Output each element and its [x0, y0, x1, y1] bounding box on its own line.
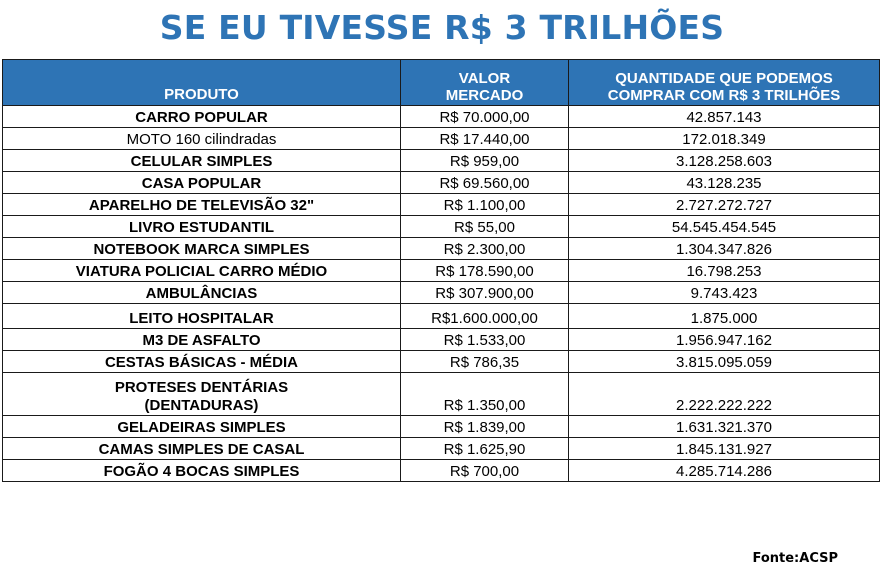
- cell-produto: LEITO HOSPITALAR: [3, 304, 401, 329]
- cell-produto: VIATURA POLICIAL CARRO MÉDIO: [3, 260, 401, 282]
- table-row: [3, 329, 880, 351]
- table-row: [3, 416, 880, 438]
- table-row: [3, 216, 880, 238]
- cell-valor: R$ 959,00: [401, 150, 569, 172]
- cell-produto: CAMAS SIMPLES DE CASAL: [3, 438, 401, 460]
- cell-quantidade: 1.304.347.826: [569, 238, 880, 260]
- cell-produto-line2: (DENTADURAS): [144, 397, 259, 414]
- column-header-produto: PRODUTO: [3, 60, 401, 106]
- cell-quantidade: 172.018.349: [569, 128, 880, 150]
- cell-valor: R$ 307.900,00: [401, 282, 569, 304]
- table-row: [3, 438, 880, 460]
- cell-valor: R$ 1.350,00: [401, 373, 569, 416]
- cell-produto: GELADEIRAS SIMPLES: [3, 416, 401, 438]
- table-row: [3, 304, 880, 329]
- cell-quantidade: 2.727.272.727: [569, 194, 880, 216]
- cell-quantidade: 9.743.423: [569, 282, 880, 304]
- column-header-quantidade-line1: QUANTIDADE QUE PODEMOS: [615, 70, 833, 87]
- cell-valor: R$ 700,00: [401, 460, 569, 482]
- cell-quantidade: 2.222.222.222: [569, 373, 880, 416]
- cell-produto: [3, 373, 401, 416]
- table-row: [3, 106, 880, 128]
- cell-produto-line1: PROTESES DENTÁRIAS: [114, 379, 289, 396]
- cell-valor: R$ 178.590,00: [401, 260, 569, 282]
- column-header-quantidade: [569, 60, 880, 106]
- cell-produto: AMBULÂNCIAS: [3, 282, 401, 304]
- cell-produto: NOTEBOOK MARCA SIMPLES: [3, 238, 401, 260]
- cell-produto: CESTAS BÁSICAS - MÉDIA: [3, 351, 401, 373]
- products-table: [2, 59, 880, 482]
- column-header-valor: [401, 60, 569, 106]
- cell-produto: CELULAR SIMPLES: [3, 150, 401, 172]
- cell-quantidade: 16.798.253: [569, 260, 880, 282]
- cell-produto: LIVRO ESTUDANTIL: [3, 216, 401, 238]
- cell-valor: R$ 1.625,90: [401, 438, 569, 460]
- table-row: [3, 260, 880, 282]
- cell-quantidade: 1.956.947.162: [569, 329, 880, 351]
- table-row: [3, 351, 880, 373]
- cell-quantidade: 3.815.095.059: [569, 351, 880, 373]
- cell-valor: R$ 70.000,00: [401, 106, 569, 128]
- cell-valor: R$1.600.000,00: [401, 304, 569, 329]
- cell-valor: R$ 69.560,00: [401, 172, 569, 194]
- table-row: [3, 282, 880, 304]
- cell-valor: R$ 1.533,00: [401, 329, 569, 351]
- cell-produto: APARELHO DE TELEVISÃO 32": [3, 194, 401, 216]
- column-header-valor-line1: VALOR: [458, 70, 511, 87]
- cell-valor: R$ 55,00: [401, 216, 569, 238]
- table-row: [3, 172, 880, 194]
- cell-quantidade: 3.128.258.603: [569, 150, 880, 172]
- table-row: [3, 194, 880, 216]
- column-header-quantidade-line2: COMPRAR COM R$ 3 TRILHÕES: [607, 87, 841, 104]
- table-row: [3, 128, 880, 150]
- column-header-valor-line2: MERCADO: [445, 87, 524, 104]
- cell-produto: M3 DE ASFALTO: [3, 329, 401, 351]
- cell-quantidade: 43.128.235: [569, 172, 880, 194]
- cell-valor: R$ 2.300,00: [401, 238, 569, 260]
- cell-quantidade: 1.845.131.927: [569, 438, 880, 460]
- table-row: [3, 238, 880, 260]
- page-title: SE EU TIVESSE R$ 3 TRILHÕES: [159, 8, 725, 47]
- cell-produto: CARRO POPULAR: [3, 106, 401, 128]
- cell-produto: MOTO 160 cilindradas: [3, 128, 401, 150]
- cell-valor: R$ 1.839,00: [401, 416, 569, 438]
- cell-valor: R$ 786,35: [401, 351, 569, 373]
- cell-quantidade: 1.631.321.370: [569, 416, 880, 438]
- table-row: [3, 373, 880, 416]
- cell-quantidade: 1.875.000: [569, 304, 880, 329]
- table-row: [3, 150, 880, 172]
- source-note: Fonte:ACSP: [752, 551, 838, 566]
- cell-valor: R$ 1.100,00: [401, 194, 569, 216]
- table-row: [3, 460, 880, 482]
- cell-produto: FOGÃO 4 BOCAS SIMPLES: [3, 460, 401, 482]
- cell-quantidade: 4.285.714.286: [569, 460, 880, 482]
- cell-produto: CASA POPULAR: [3, 172, 401, 194]
- table-header-row: [3, 60, 880, 106]
- cell-quantidade: 42.857.143: [569, 106, 880, 128]
- cell-quantidade: 54.545.454.545: [569, 216, 880, 238]
- cell-valor: R$ 17.440,00: [401, 128, 569, 150]
